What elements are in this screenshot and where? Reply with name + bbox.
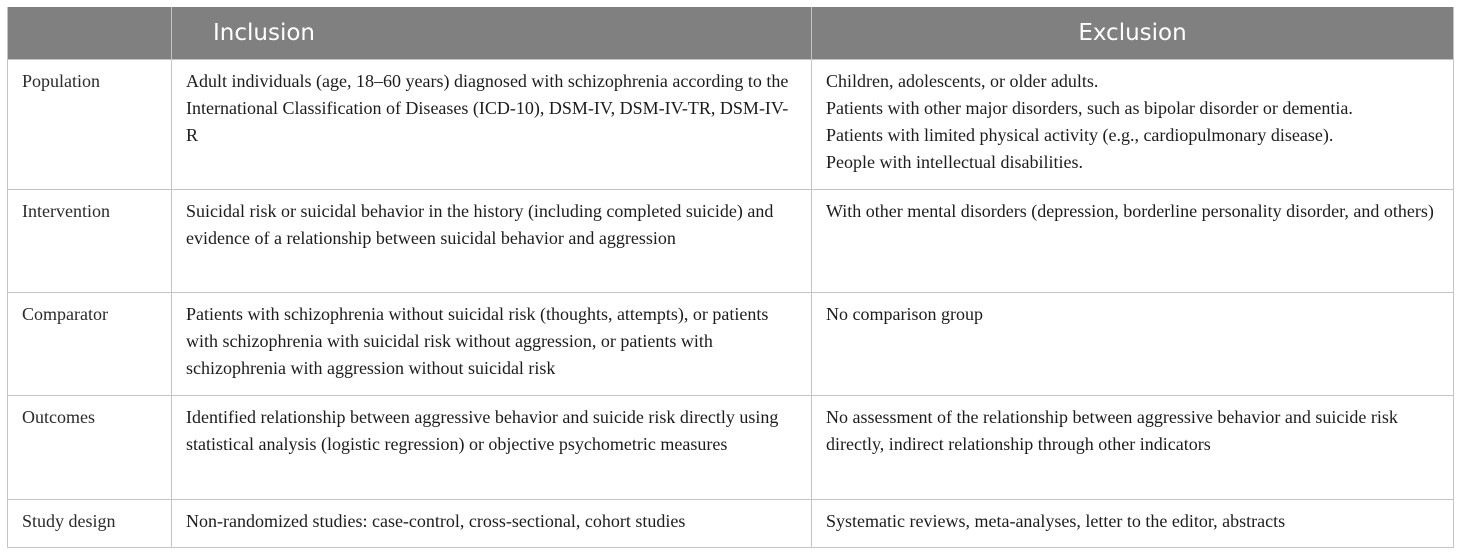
exclusion-intervention: With other mental disorders (depression, borderline personality disorder, and others) — [812, 190, 1454, 293]
inclusion-outcomes: Identified relationship between aggressive behavior and suicide risk directly using statistical analysis (logistic regression) or objective psychometric measures — [172, 396, 812, 500]
table-row — [8, 396, 1454, 500]
inclusion-intervention: Suicidal risk or suicidal behavior in the history (including completed suicide) and evidence of a relationship between suicidal behavior and aggression — [172, 190, 812, 293]
exclusion-outcomes: No assessment of the relationship between aggressive behavior and suicide risk directly, indirect relationship through other indicators — [812, 396, 1454, 500]
exclusion-study-design: Systematic reviews, meta-analyses, letter to the editor, abstracts — [812, 500, 1454, 548]
row-label-population: Population — [8, 60, 172, 190]
exclusion-line: Children, adolescents, or older adults. — [826, 71, 1099, 91]
header-row — [8, 7, 1454, 60]
row-label-outcomes: Outcomes — [8, 396, 172, 500]
criteria-table — [7, 7, 1454, 548]
inclusion-comparator: Patients with schizophrenia without suicidal risk (thoughts, attempts), or patients with schizophrenia with suicidal risk without aggression, or patients with schizophrenia with aggression without suicidal risk — [172, 293, 812, 396]
inclusion-population: Adult individuals (age, 18–60 years) diagnosed with schizophrenia according to the International Classification of Diseases (ICD-10), DSM-IV, DSM-IV-TR, DSM-IV-R — [172, 60, 812, 190]
header-blank — [8, 7, 172, 60]
exclusion-line: Patients with other major disorders, such as bipolar disorder or dementia. — [826, 98, 1353, 118]
row-label-study-design: Study design — [8, 500, 172, 548]
table-row — [8, 293, 1454, 396]
exclusion-comparator: No comparison group — [812, 293, 1454, 396]
header-exclusion: Exclusion — [812, 7, 1454, 60]
table-row — [8, 500, 1454, 548]
exclusion-line: Patients with limited physical activity (e.g., cardiopulmonary disease). — [826, 125, 1334, 145]
exclusion-line: People with intellectual disabilities. — [826, 152, 1083, 172]
row-label-comparator: Comparator — [8, 293, 172, 396]
inclusion-study-design: Non-randomized studies: case-control, cross-sectional, cohort studies — [172, 500, 812, 548]
table-row — [8, 190, 1454, 293]
table-row — [8, 60, 1454, 190]
row-label-intervention: Intervention — [8, 190, 172, 293]
exclusion-population — [812, 60, 1454, 190]
header-inclusion: Inclusion — [172, 7, 812, 60]
